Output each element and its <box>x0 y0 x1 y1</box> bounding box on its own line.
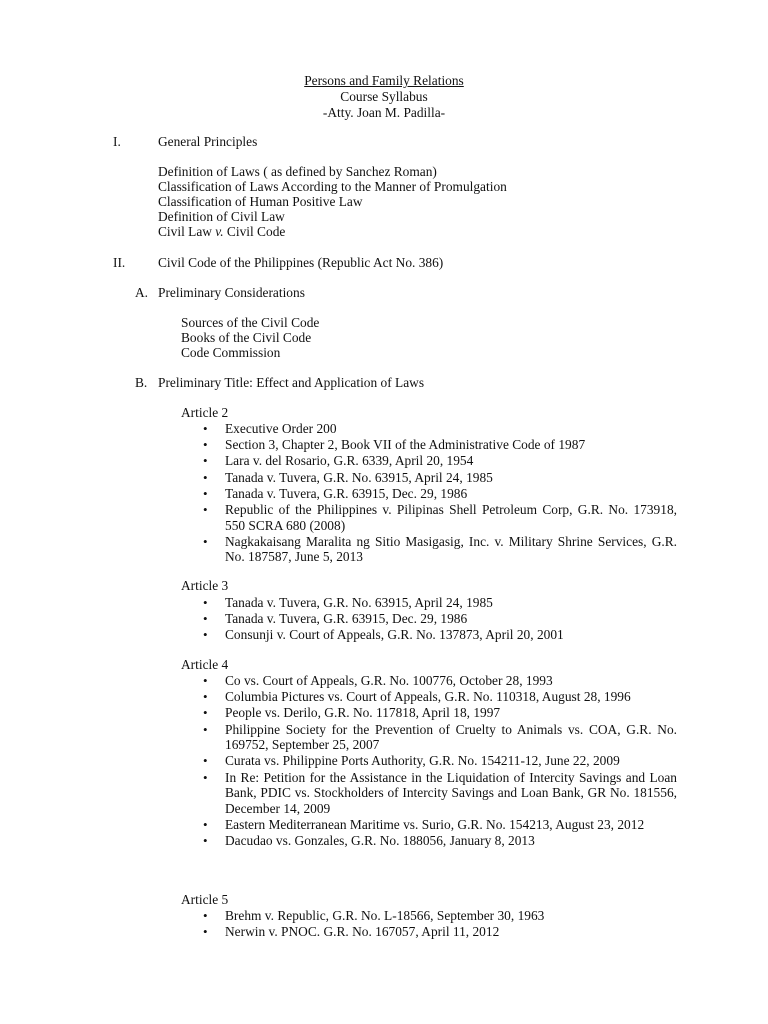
list-item: • Columbia Pictures vs. Court of Appeals, G.R. No. 110318, August 28, 1996 <box>203 689 677 705</box>
document-header <box>0 73 768 121</box>
list-item: • Tanada v. Tuvera, G.R. No. 63915, April 24, 1985 <box>203 470 677 486</box>
section-1-item: Classification of Laws According to the Manner of Promulgation <box>158 179 507 194</box>
list-item: • Section 3, Chapter 2, Book VII of the Administrative Code of 1987 <box>203 437 677 453</box>
article-title: Article 4 <box>181 657 229 672</box>
course-author: -Atty. Joan M. Padilla- <box>322 105 446 120</box>
list-item: • Nerwin v. PNOC. G.R. No. 167057, April 11, 2012 <box>203 924 677 940</box>
section-1-item: Definition of Civil Law <box>158 209 285 224</box>
list-item: • Curata vs. Philippine Ports Authority, G.R. No. 154211-12, June 22, 2009 <box>203 753 677 769</box>
section-2-numeral: II. <box>113 255 126 270</box>
subsection-b-heading: Preliminary Title: Effect and Application of Laws <box>158 375 425 390</box>
article-title: Article 2 <box>181 405 229 420</box>
list-item: • Dacudao vs. Gonzales, G.R. No. 188056, January 8, 2013 <box>203 833 677 849</box>
item-text: Civil Code <box>223 224 286 239</box>
item-text: Civil Law <box>158 224 216 239</box>
section-1-item: Classification of Human Positive Law <box>158 194 363 209</box>
list-item: • Consunji v. Court of Appeals, G.R. No. 137873, April 20, 2001 <box>203 627 677 643</box>
article-title: Article 5 <box>181 892 229 907</box>
section-1-item: Definition of Laws ( as defined by Sanchez Roman) <box>158 164 437 179</box>
list-item: • In Re: Petition for the Assistance in the Liquidation of Intercity Savings and Loan Bank, PDIC vs. Stockholders of Intercity Savings and Loan Bank, GR No. 181556, December 14, 2009 <box>203 770 677 817</box>
article-2-case-list <box>203 421 677 566</box>
course-subtitle: Course Syllabus <box>340 89 428 104</box>
list-item: • Eastern Mediterranean Maritime vs. Surio, G.R. No. 154213, August 23, 2012 <box>203 817 677 833</box>
article-5-case-list <box>203 908 677 940</box>
subsection-a-item: Code Commission <box>181 345 281 360</box>
section-1-item <box>158 224 285 240</box>
subsection-a-item: Sources of the Civil Code <box>181 315 320 330</box>
list-item: • Philippine Society for the Prevention of Cruelty to Animals vs. COA, G.R. No. 169752, September 25, 2007 <box>203 722 677 753</box>
course-title: Persons and Family Relations <box>304 73 464 88</box>
section-1-heading: General Principles <box>158 134 258 149</box>
list-item: • Executive Order 200 <box>203 421 677 437</box>
list-item: • People vs. Derilo, G.R. No. 117818, April 18, 1997 <box>203 705 677 721</box>
versus-abbrev: v. <box>215 224 224 239</box>
list-item: • Nagkakaisang Maralita ng Sitio Masigasig, Inc. v. Military Shrine Services, G.R. No. 187587, June 5, 2013 <box>203 534 677 565</box>
subsection-a-heading: Preliminary Considerations <box>158 285 305 300</box>
list-item: • Tanada v. Tuvera, G.R. No. 63915, April 24, 1985 <box>203 595 677 611</box>
subsection-a-letter: A. <box>135 285 149 300</box>
list-item: • Republic of the Philippines v. Pilipinas Shell Petroleum Corp, G.R. No. 173918, 550 SCRA 680 (2008) <box>203 502 677 533</box>
list-item: • Tanada v. Tuvera, G.R. 63915, Dec. 29, 1986 <box>203 486 677 502</box>
list-item: • Lara v. del Rosario, G.R. 6339, April 20, 1954 <box>203 453 677 469</box>
article-3-case-list <box>203 595 677 644</box>
subsection-a-item: Books of the Civil Code <box>181 330 312 345</box>
list-item: • Tanada v. Tuvera, G.R. 63915, Dec. 29, 1986 <box>203 611 677 627</box>
subsection-b-letter: B. <box>135 375 148 390</box>
article-4-case-list <box>203 673 677 849</box>
section-2-heading: Civil Code of the Philippines (Republic Act No. 386) <box>158 255 444 270</box>
article-title: Article 3 <box>181 578 229 593</box>
list-item: • Co vs. Court of Appeals, G.R. No. 100776, October 28, 1993 <box>203 673 677 689</box>
section-1-numeral: I. <box>113 134 121 149</box>
list-item: • Brehm v. Republic, G.R. No. L-18566, September 30, 1963 <box>203 908 677 924</box>
